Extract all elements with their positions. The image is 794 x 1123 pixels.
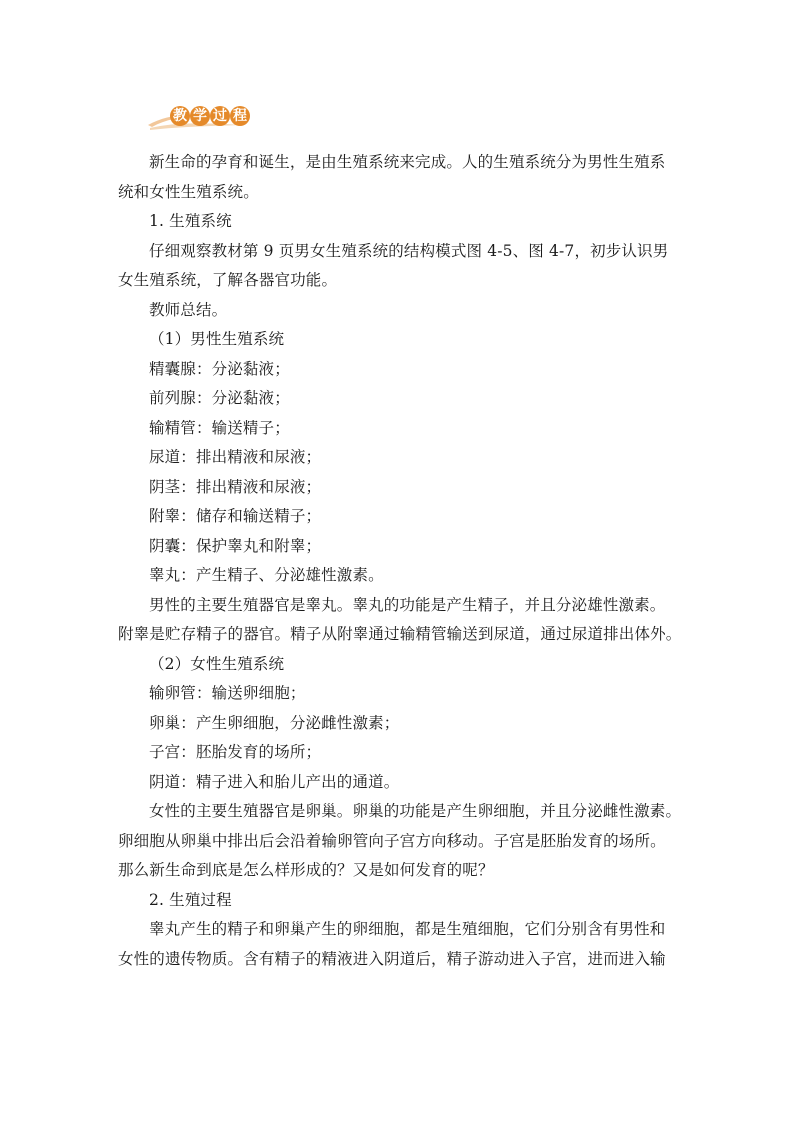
list-item: 卵巢：产生卵细胞，分泌雌性激素； xyxy=(149,713,400,732)
list-item: 阴茎：排出精液和尿液； xyxy=(149,477,322,496)
list-item: 精囊腺：分泌黏液； xyxy=(149,359,290,378)
paragraph-line: 女性的主要生殖器官是卵巢。卵巢的功能是产生卵细胞，并且分泌雌性激素。 xyxy=(149,802,682,820)
list-item: 前列腺：分泌黏液； xyxy=(149,389,290,407)
heading-char-2: 学 xyxy=(190,106,210,126)
heading-char-1: 教 xyxy=(170,106,190,126)
list-item: 阴囊：保护睾丸和附睾； xyxy=(149,536,322,555)
paragraph-line: 卵细胞从卵巢中排出后会沿着输卵管向子宫方向移动。子宫是胚胎发育的场所。 xyxy=(118,831,666,850)
paragraph-line: 女生殖系统，了解各器官功能。 xyxy=(118,271,338,289)
paragraph-line: 女性的遗传物质。含有精子的精液进入阴道后，精子游动进入子宫，进而进入输 xyxy=(118,949,666,968)
section-heading-1: 1. 生殖系统 xyxy=(149,212,232,230)
paragraph-line: 教师总结。 xyxy=(149,300,228,319)
list-item: 尿道：排出精液和尿液； xyxy=(149,448,322,466)
list-item: 附睾：储存和输送精子； xyxy=(149,507,322,525)
list-item: 睾丸：产生精子、分泌雄性激素。 xyxy=(149,566,384,584)
section-heading xyxy=(146,103,246,131)
heading-char-4: 程 xyxy=(230,106,250,126)
section-heading-2: 2. 生殖过程 xyxy=(149,890,232,909)
list-item: 子宫：胚胎发育的场所； xyxy=(149,743,322,761)
document-body xyxy=(118,148,682,974)
paragraph-line: 新生命的孕育和诞生，是由生殖系统来完成。人的生殖系统分为男性生殖系 xyxy=(149,153,666,171)
subsection-heading-male: （1）男性生殖系统 xyxy=(149,330,285,348)
paragraph-line: 统和女性生殖系统。 xyxy=(118,182,259,201)
heading-char-3: 过 xyxy=(210,106,230,126)
paragraph-line: 仔细观察教材第 9 页男女生殖系统的结构模式图 4-5、图 4-7，初步认识男 xyxy=(149,241,669,260)
subsection-heading-female: （2）女性生殖系统 xyxy=(149,654,285,673)
paragraph-line: 睾丸产生的精子和卵巢产生的卵细胞，都是生殖细胞，它们分别含有男性和 xyxy=(149,920,666,938)
list-item: 输精管：输送精子； xyxy=(149,418,290,437)
paragraph-line: 附睾是贮存精子的器官。精子从附睾通过输精管输送到尿道，通过尿道排出体外。 xyxy=(118,625,682,643)
paragraph-line: 那么新生命到底是怎么样形成的？又是如何发育的呢？ xyxy=(118,861,494,879)
list-item: 阴道：精子进入和胎儿产出的通道。 xyxy=(149,772,400,791)
list-item: 输卵管：输送卵细胞； xyxy=(149,684,306,702)
paragraph-line: 男性的主要生殖器官是睾丸。睾丸的功能是产生精子，并且分泌雄性激素。 xyxy=(149,595,666,614)
